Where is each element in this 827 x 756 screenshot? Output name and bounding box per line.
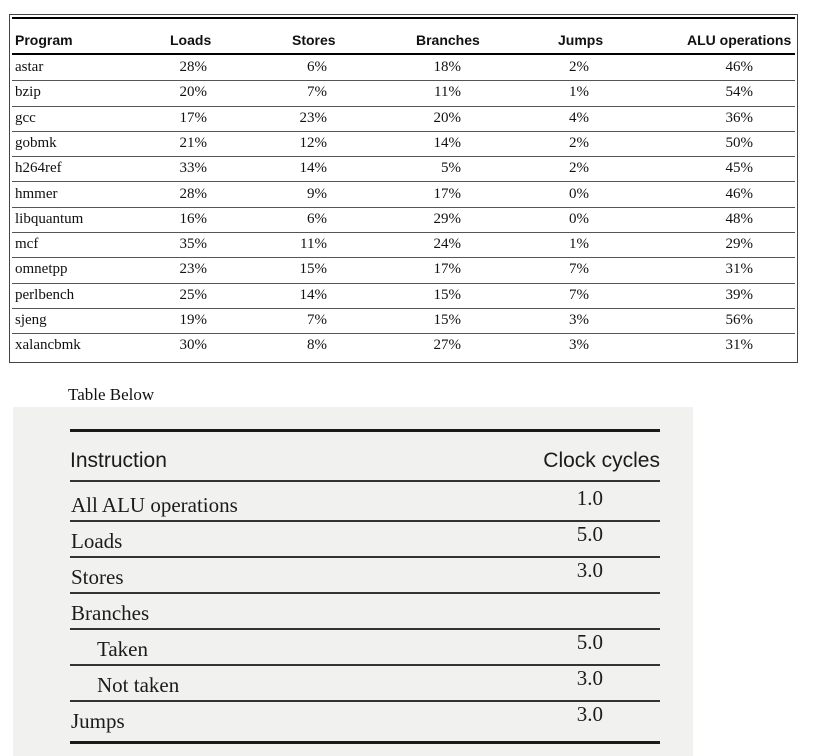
cell-alu-operations: 56% [725, 312, 753, 328]
cell-loads: 17% [179, 109, 207, 126]
cell-program: h264ref [15, 160, 62, 177]
cell-stores: 7% [307, 312, 327, 328]
cell-branches: 11% [434, 84, 461, 101]
table-row [12, 106, 795, 132]
header-stores: Stores [292, 32, 336, 48]
cell-program: omnetpp [15, 261, 68, 278]
cell-stores: 12% [299, 134, 327, 151]
cell-stores: 7% [307, 84, 327, 101]
row-value: 3.0 [576, 702, 603, 726]
table-header [12, 19, 795, 55]
cell-stores: 23% [299, 109, 327, 126]
bottom-rule [70, 741, 660, 744]
cell-jumps: 0% [569, 185, 589, 202]
row-rule [70, 664, 660, 666]
cell-branches: 27% [433, 337, 461, 354]
cell-alu-operations: 45% [725, 160, 753, 177]
cell-loads: 30% [179, 337, 207, 354]
table-row [12, 257, 795, 283]
instruction-mix-table [9, 14, 798, 363]
cell-loads: 25% [179, 286, 207, 303]
cell-jumps: 3% [569, 337, 589, 354]
table-row [12, 333, 795, 358]
cell-program: gcc [15, 109, 36, 126]
table-row [12, 283, 795, 309]
cell-stores: 15% [299, 261, 327, 278]
table-row [12, 131, 795, 157]
cell-program: perlbench [15, 286, 75, 303]
cell-loads: 21% [179, 134, 207, 151]
cell-alu-operations: 50% [725, 134, 753, 151]
cell-jumps: 1% [569, 236, 589, 253]
header-rule [70, 480, 660, 482]
cell-program: sjeng [15, 312, 47, 328]
cell-program: mcf [15, 236, 39, 253]
cell-alu-operations: 46% [725, 59, 753, 75]
cell-stores: 8% [307, 337, 327, 354]
cell-alu-operations: 48% [725, 210, 753, 227]
cell-branches: 5% [441, 160, 461, 177]
header-alu-operations: ALU operations [687, 32, 792, 48]
row-label: Stores [71, 565, 124, 589]
cell-jumps: 0% [569, 210, 589, 227]
cell-stores: 11% [300, 236, 327, 253]
cell-loads: 35% [179, 236, 207, 253]
cell-branches: 18% [433, 59, 461, 75]
cell-loads: 28% [179, 59, 207, 75]
cell-branches: 20% [433, 109, 461, 126]
cell-alu-operations: 46% [725, 185, 753, 202]
row-label: All ALU operations [71, 493, 238, 517]
row-label: Branches [71, 601, 150, 625]
header-jumps: Jumps [558, 32, 604, 48]
table-caption: Table Below [68, 385, 155, 404]
row-value: 3.0 [576, 666, 603, 690]
top-rule [70, 429, 660, 432]
cell-jumps: 2% [569, 59, 589, 75]
row-rule [70, 520, 660, 522]
table-row [12, 207, 795, 233]
cell-program: libquantum [15, 210, 84, 227]
cell-loads: 33% [179, 160, 207, 177]
cell-jumps: 3% [569, 312, 589, 328]
cell-alu-operations: 31% [725, 337, 753, 354]
row-rule [70, 592, 660, 594]
row-value: 5.0 [576, 522, 603, 546]
cell-alu-operations: 29% [725, 236, 753, 253]
cell-branches: 17% [433, 185, 461, 202]
header-instruction: Instruction [70, 449, 167, 472]
cell-loads: 19% [179, 312, 207, 328]
cell-branches: 14% [433, 134, 461, 151]
cell-stores: 14% [299, 286, 327, 303]
cell-program: gobmk [15, 134, 57, 151]
cell-branches: 24% [433, 236, 461, 253]
cell-alu-operations: 36% [725, 109, 753, 126]
table-row [12, 182, 795, 208]
cell-jumps: 7% [569, 261, 589, 278]
table-row [12, 232, 795, 258]
header-program: Program [15, 32, 73, 48]
cell-stores: 9% [307, 185, 327, 202]
cell-alu-operations: 31% [725, 261, 753, 278]
cell-stores: 6% [307, 210, 327, 227]
cell-stores: 6% [307, 59, 327, 75]
cell-branches: 15% [433, 312, 461, 328]
header-clock-cycles: Clock cycles [543, 449, 660, 472]
row-rule [70, 628, 660, 630]
row-label: Taken [97, 637, 149, 661]
table-row [12, 80, 795, 106]
cell-jumps: 2% [569, 134, 589, 151]
row-rule [70, 700, 660, 702]
cell-program: xalancbmk [15, 337, 81, 354]
clock-cycles-table-scan [13, 407, 693, 756]
cell-loads: 20% [179, 84, 207, 101]
header-branches: Branches [416, 32, 480, 48]
cell-alu-operations: 54% [725, 84, 753, 101]
cell-branches: 29% [433, 210, 461, 227]
cell-branches: 15% [433, 286, 461, 303]
cell-loads: 16% [179, 210, 207, 227]
cell-program: bzip [15, 84, 41, 101]
row-value: 5.0 [576, 630, 603, 654]
table-row [12, 156, 795, 182]
cell-jumps: 7% [569, 286, 589, 303]
row-label: Loads [71, 529, 123, 553]
cell-jumps: 1% [569, 84, 589, 101]
cell-loads: 28% [179, 185, 207, 202]
cell-loads: 23% [179, 261, 207, 278]
row-value: 1.0 [576, 486, 603, 510]
row-value: 3.0 [576, 558, 603, 582]
cell-stores: 14% [299, 160, 327, 177]
row-label: Jumps [71, 709, 125, 733]
table-row [12, 55, 795, 81]
row-rule [70, 556, 660, 558]
cell-program: hmmer [15, 185, 58, 202]
cell-alu-operations: 39% [725, 286, 753, 303]
cell-branches: 17% [433, 261, 461, 278]
table-row [12, 308, 795, 334]
cell-program: astar [15, 59, 44, 75]
row-label: Not taken [97, 673, 180, 697]
cell-jumps: 2% [569, 160, 589, 177]
cell-jumps: 4% [569, 109, 589, 126]
header-loads: Loads [170, 32, 212, 48]
